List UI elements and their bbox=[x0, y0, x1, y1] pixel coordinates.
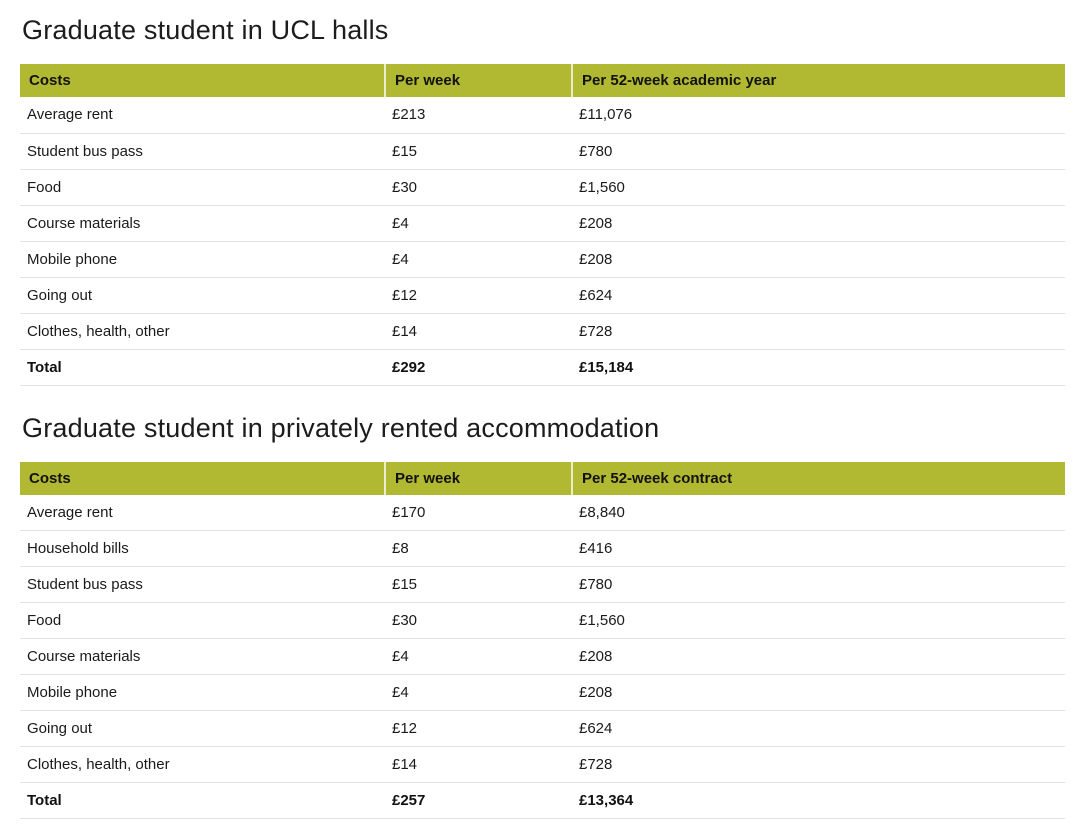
per-year-value-cell: £8,840 bbox=[572, 495, 1065, 531]
table-row bbox=[20, 205, 1065, 241]
total-per-year-value-cell: £15,184 bbox=[572, 349, 1065, 385]
per-year-value-cell: £1,560 bbox=[572, 169, 1065, 205]
table-row bbox=[20, 711, 1065, 747]
header-row bbox=[20, 462, 1065, 495]
column-header-per-week: Per week bbox=[385, 462, 572, 495]
table-row bbox=[20, 495, 1065, 531]
table-row bbox=[20, 567, 1065, 603]
table-row bbox=[20, 675, 1065, 711]
table-row bbox=[20, 603, 1065, 639]
cost-table-section bbox=[20, 14, 1065, 386]
per-year-value-cell: £208 bbox=[572, 241, 1065, 277]
per-year-value-cell: £416 bbox=[572, 531, 1065, 567]
cost-label-cell: Average rent bbox=[20, 97, 385, 133]
cost-label-cell: Going out bbox=[20, 711, 385, 747]
cost-table bbox=[20, 462, 1065, 820]
per-year-value-cell: £624 bbox=[572, 277, 1065, 313]
cost-label-cell: Going out bbox=[20, 277, 385, 313]
per-year-value-cell: £624 bbox=[572, 711, 1065, 747]
total-cost-label-cell: Total bbox=[20, 349, 385, 385]
cost-table bbox=[20, 64, 1065, 386]
cost-label-cell: Food bbox=[20, 169, 385, 205]
cost-label-cell: Student bus pass bbox=[20, 133, 385, 169]
column-header-costs: Costs bbox=[20, 462, 385, 495]
cost-label-cell: Food bbox=[20, 603, 385, 639]
per-week-value-cell: £30 bbox=[385, 169, 572, 205]
per-year-value-cell: £208 bbox=[572, 675, 1065, 711]
per-week-value-cell: £4 bbox=[385, 205, 572, 241]
content bbox=[0, 14, 1080, 829]
cost-label-cell: Course materials bbox=[20, 205, 385, 241]
per-year-value-cell: £208 bbox=[572, 205, 1065, 241]
header-row bbox=[20, 64, 1065, 97]
cost-label-cell: Clothes, health, other bbox=[20, 747, 385, 783]
table-row bbox=[20, 531, 1065, 567]
per-week-value-cell: £14 bbox=[385, 747, 572, 783]
section-title: Graduate student in UCL halls bbox=[22, 15, 389, 45]
per-year-value-cell: £208 bbox=[572, 639, 1065, 675]
column-header-per-year: Per 52-week contract bbox=[572, 462, 1065, 495]
table-row bbox=[20, 639, 1065, 675]
table-row bbox=[20, 277, 1065, 313]
cost-label-cell: Clothes, health, other bbox=[20, 313, 385, 349]
cost-label-cell: Course materials bbox=[20, 639, 385, 675]
table-row bbox=[20, 241, 1065, 277]
table-row bbox=[20, 169, 1065, 205]
cost-table-section bbox=[20, 412, 1065, 820]
per-year-value-cell: £1,560 bbox=[572, 603, 1065, 639]
total-cost-label-cell: Total bbox=[20, 783, 385, 819]
per-week-value-cell: £4 bbox=[385, 241, 572, 277]
cost-label-cell: Student bus pass bbox=[20, 567, 385, 603]
table-row bbox=[20, 97, 1065, 133]
per-year-value-cell: £780 bbox=[572, 567, 1065, 603]
per-week-value-cell: £12 bbox=[385, 277, 572, 313]
section-title: Graduate student in privately rented accommodation bbox=[22, 412, 660, 443]
per-week-value-cell: £8 bbox=[385, 531, 572, 567]
cost-label-cell: Household bills bbox=[20, 531, 385, 567]
total-per-week-value-cell: £292 bbox=[385, 349, 572, 385]
per-week-value-cell: £15 bbox=[385, 567, 572, 603]
per-year-value-cell: £11,076 bbox=[572, 97, 1065, 133]
column-header-costs: Costs bbox=[20, 64, 385, 97]
per-week-value-cell: £4 bbox=[385, 675, 572, 711]
cost-label-cell: Mobile phone bbox=[20, 675, 385, 711]
per-week-value-cell: £213 bbox=[385, 97, 572, 133]
per-week-value-cell: £30 bbox=[385, 603, 572, 639]
column-header-per-year: Per 52-week academic year bbox=[572, 64, 1065, 97]
table-row bbox=[20, 313, 1065, 349]
per-year-value-cell: £780 bbox=[572, 133, 1065, 169]
total-row bbox=[20, 349, 1065, 385]
total-per-week-value-cell: £257 bbox=[385, 783, 572, 819]
total-row bbox=[20, 783, 1065, 819]
total-per-year-value-cell: £13,364 bbox=[572, 783, 1065, 819]
per-year-value-cell: £728 bbox=[572, 313, 1065, 349]
table-row bbox=[20, 133, 1065, 169]
per-week-value-cell: £170 bbox=[385, 495, 572, 531]
per-week-value-cell: £14 bbox=[385, 313, 572, 349]
per-week-value-cell: £4 bbox=[385, 639, 572, 675]
per-year-value-cell: £728 bbox=[572, 747, 1065, 783]
cost-label-cell: Average rent bbox=[20, 495, 385, 531]
table-row bbox=[20, 747, 1065, 783]
per-week-value-cell: £15 bbox=[385, 133, 572, 169]
per-week-value-cell: £12 bbox=[385, 711, 572, 747]
column-header-per-week: Per week bbox=[385, 64, 572, 97]
cost-label-cell: Mobile phone bbox=[20, 241, 385, 277]
